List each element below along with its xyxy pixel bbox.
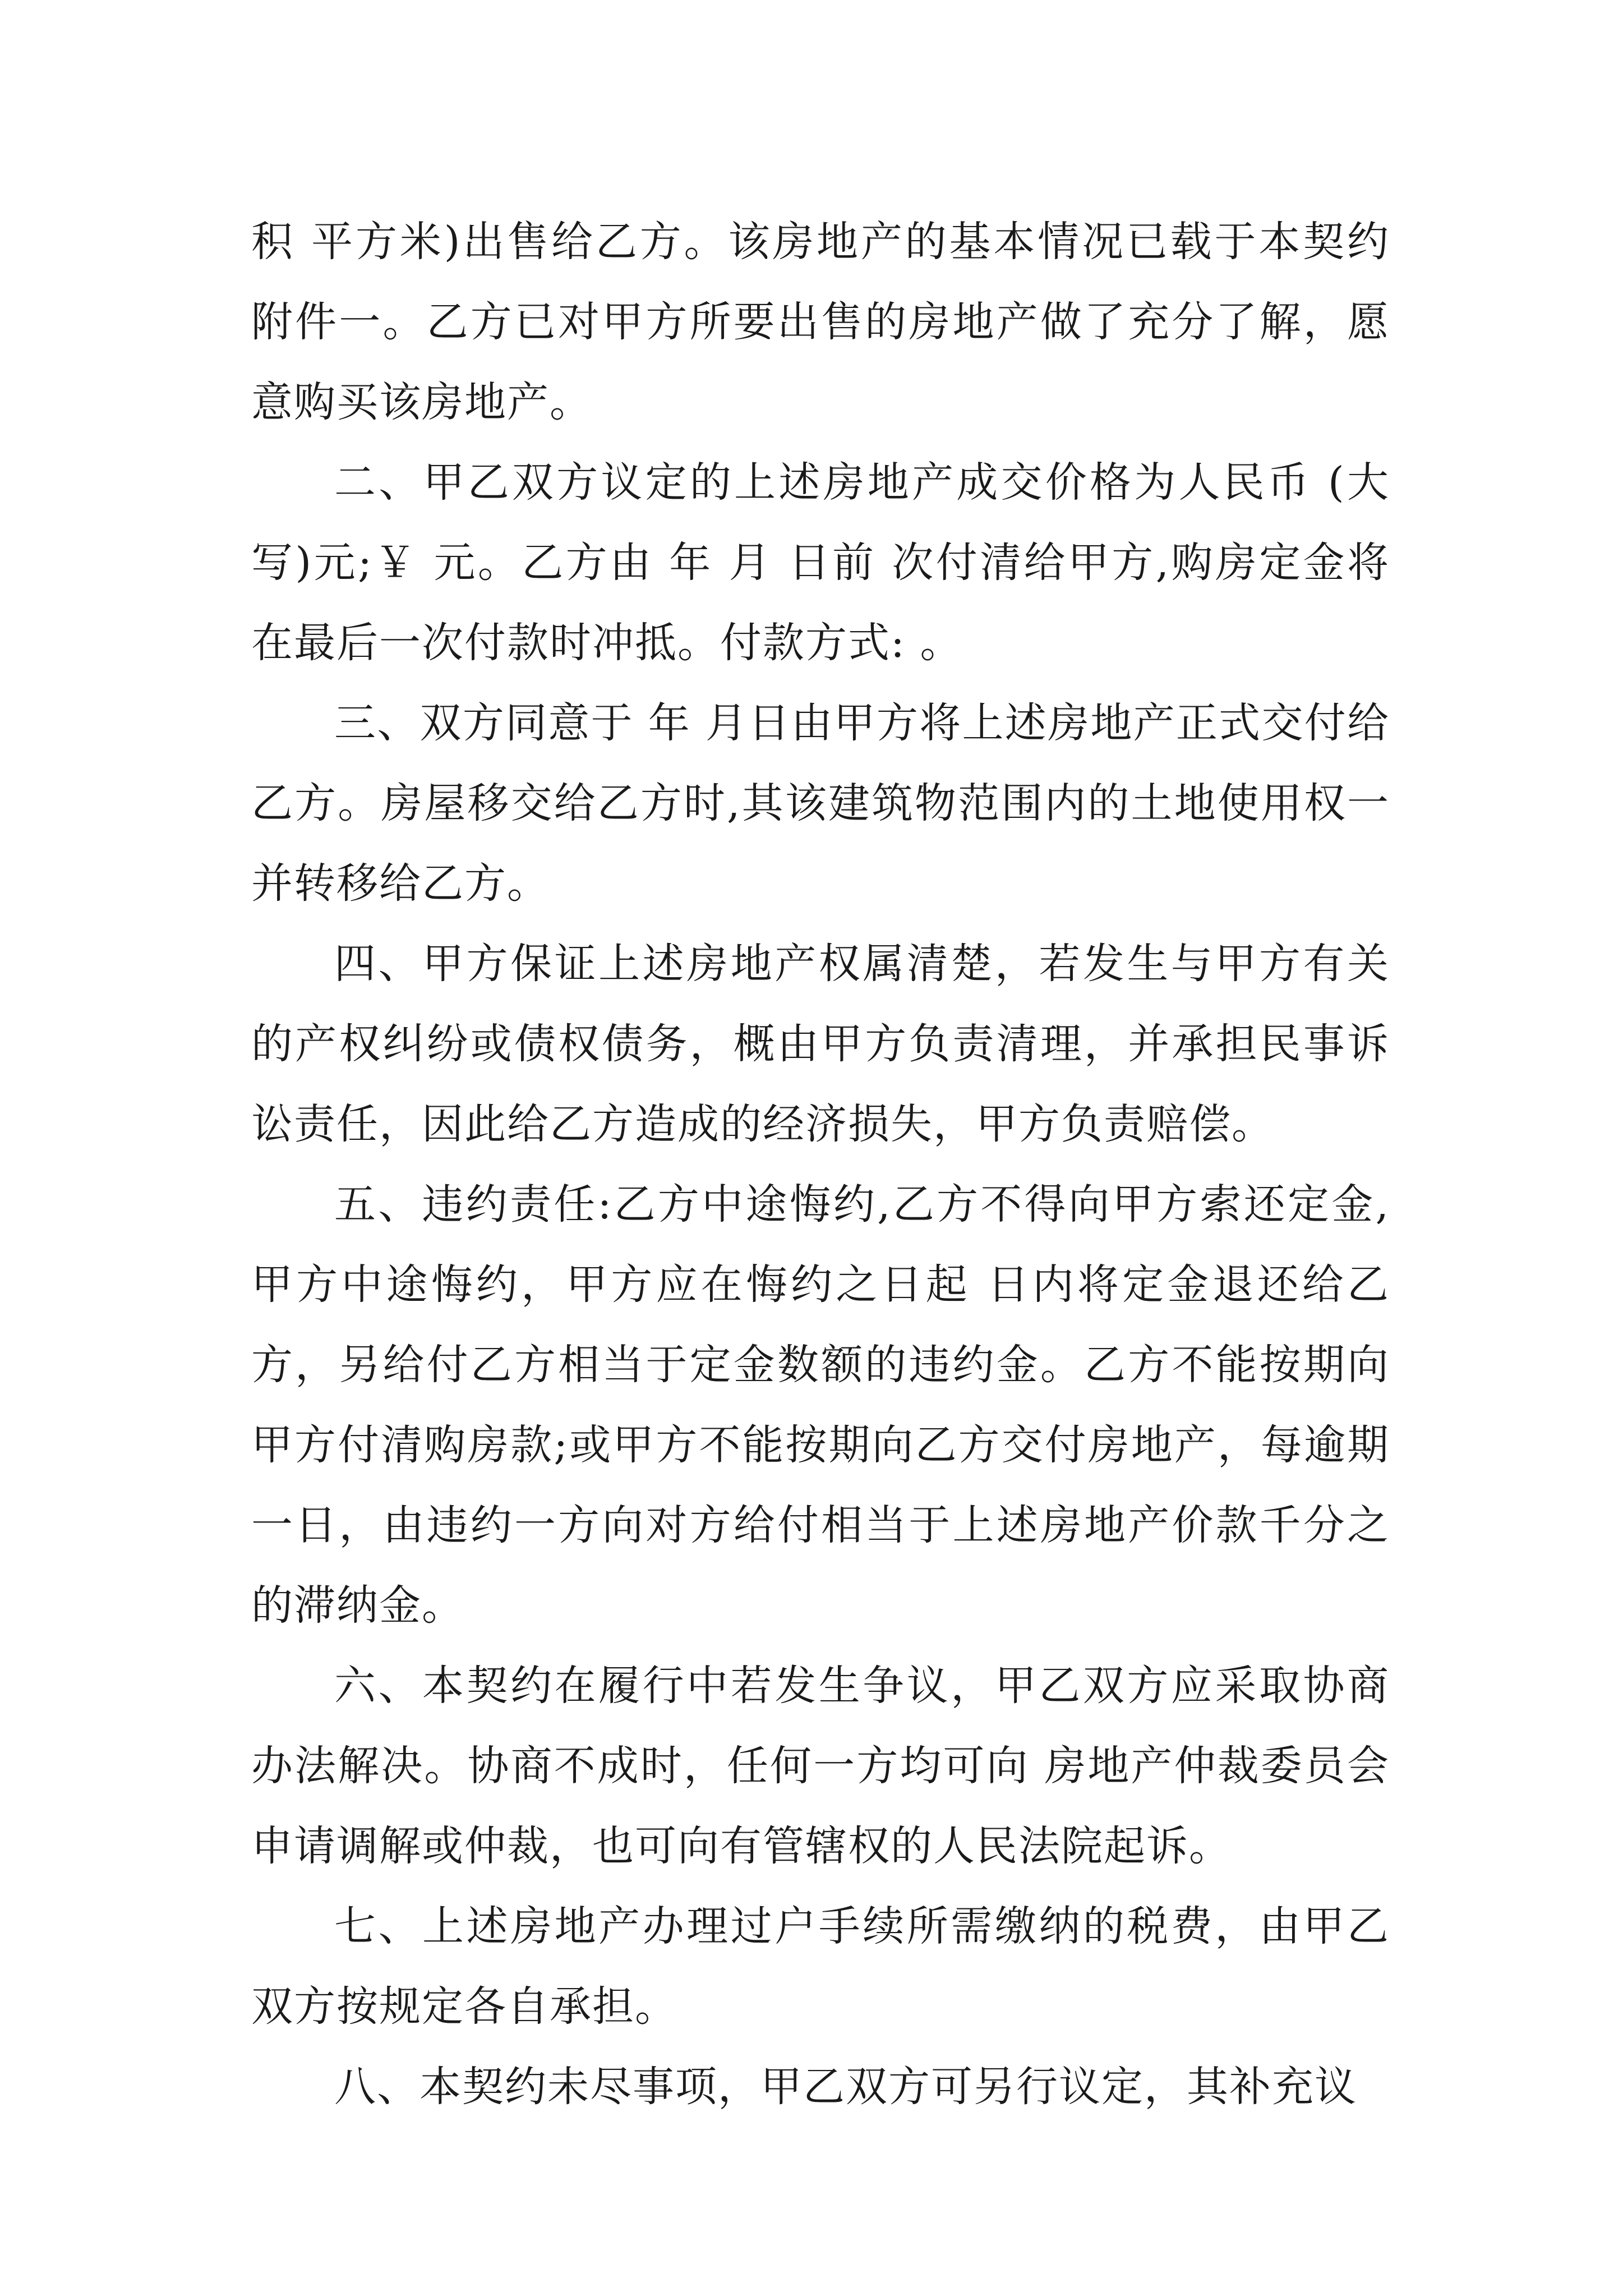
paragraph-clause-6: 六、本契约在履行中若发生争议，甲乙双方应采取协商办法解决。协商不成时，任何一方均可向 房地产仲裁委员会申请调解或仲裁，也可向有管辖权的人民法院起诉。 [251, 1662, 1390, 1870]
contract-body [251, 202, 1390, 2127]
paragraph-clause-4: 四、甲方保证上述房地产权属清楚，若发生与甲方有关的产权纠纷或债权债务，概由甲方负责清理，并承担民事诉讼责任，因此给乙方造成的经济损失，甲方负责赔偿。 [251, 940, 1390, 1148]
paragraph-continuation: 积 平方米)出售给乙方。该房地产的基本情况已载于本契约附件一。乙方已对甲方所要出售的房地产做了充分了解，愿意购买该房地产。 [251, 218, 1390, 426]
paragraph-clause-8: 八、本契约未尽事项，甲乙双方可另行议定，其补充议 [334, 2063, 1357, 2111]
paragraph-clause-3: 三、双方同意于 年 月日由甲方将上述房地产正式交付给乙方。房屋移交给乙方时,其该建筑物范围内的土地使用权一并转移给乙方。 [251, 699, 1390, 908]
paragraph-clause-2: 二、甲乙双方议定的上述房地产成交价格为人民币 (大写)元;￥ 元。乙方由 年 月 日前 次付清给甲方,购房定金将在最后一次付款时冲抵。付款方式: 。 [251, 458, 1390, 667]
paragraph-clause-7: 七、上述房地产办理过户手续所需缴纳的税费，由甲乙双方按规定各自承担。 [251, 1902, 1390, 2031]
paragraph-clause-5: 五、违约责任:乙方中途悔约,乙方不得向甲方索还定金,甲方中途悔约，甲方应在悔约之日起 日内将定金退还给乙方，另给付乙方相当于定金数额的违约金。乙方不能按期向甲方付清购房款;或甲方不能按期向乙方交付房地产，每逾期一日，由违约一方向对方给付相当于上述房地产价款千分之的滞纳金。 [251, 1180, 1390, 1630]
